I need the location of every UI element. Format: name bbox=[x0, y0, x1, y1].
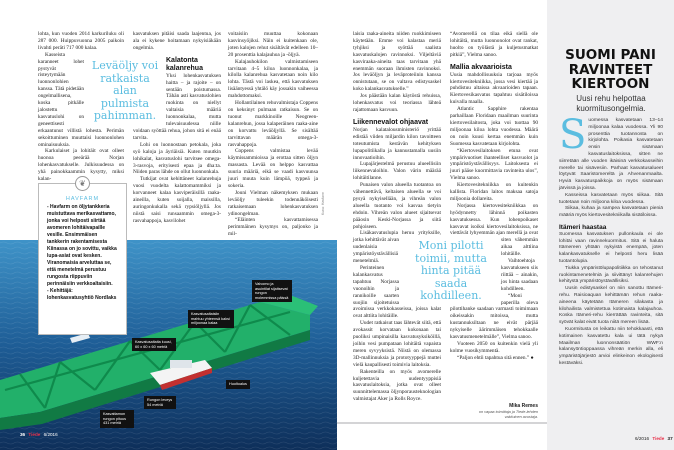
paragraph: uomessa kasvatetaan 13–14 miljoonaa kalaa vuodessa. Yli 90 prosenttia tuotannosta on kirjolohta. Poikasia kasvatetaan ensin sisämaan kasvatuslaitoksissa, sitten ne siirretään alle vuoden ikäisinä verkkokasseihin merelle tai sisävesiin. Parhaat kasvatusalueet löytyvät Saaristomereltä ja Ahvenanmaalta. Hyviä kasvatuspaikkoja on myös sisämaan järvissä ja joissa. bbox=[559, 118, 663, 191]
paragraph: Lohi on luonnostaan petokala, joka syö kaloja ja äyriäisiä. Kuten muutkin lohikalat, kasvatuslohi tarvitsee omega-3-rasvoja, erityisesti epaa ja dha:ta. Niiden paras lähde on ollut luonnonkala. bbox=[133, 141, 221, 176]
right-column-2 bbox=[450, 31, 538, 401]
right-column-1 bbox=[353, 31, 441, 401]
sidebar-title bbox=[547, 48, 674, 92]
paragraph: Punaisen valon alueella tuotantoa on vähennettävä, keltaisen alueella se voi pysyä nykyisellään, ja vihreän valon alueella tuotanto voi kasvaa tietyin ehdoin. Vihreän valon alueet sijaitsevat pääosin Keski-Norjassa ja siitä pohjoiseen. bbox=[353, 182, 441, 230]
paragraph: Karkulaiset ja lohitäit ovat olleet huonoa peeärää Norjan lohenkasvatukselle. Julkisuudessa on yhä painokkaammin kysytty, miksi kalan- bbox=[38, 148, 124, 183]
left-column-3 bbox=[228, 31, 318, 241]
paragraph: Uudet ratkaisut taas lähtevät siitä, että avokassit korvataan kokonaan tai puoliksi umpinaisilla kasvatusyksiköillä, joihin vesi pumpataan lohitäitä vapaista meren syvyyksistä. Niistä on olemassa 3D-mallinnuksia ja prototyyppejä muttei vielä kaupallisesti toimivia laitoksia. bbox=[353, 320, 441, 368]
paragraph: Norjassa kiertovesitekniikkaa on hyödynnetty lähinnä poikasten kasvatuksessa. Kun lohenpoikaset kasvavat isoiksi kiertovesilaitoksissa, ne viettävät lyhyemmän ajan merellä ja ovat siten vähemmän aikaa alttiina lohitäille. bbox=[450, 202, 538, 258]
pull-quote: Moni pilotti toimii, mutta hinta pitää saada kohdilleen. bbox=[415, 239, 487, 302]
sidebar-subtitle: Uusi rehu helpottaa kuormitusongelmia. bbox=[576, 94, 646, 113]
subheading: Mallia akvaarioista bbox=[450, 63, 512, 71]
title-line: RAVINTEET bbox=[568, 61, 653, 78]
factbox-item: - Kehittäjä: lohenkasvatusyhtiö Nordlaks bbox=[47, 288, 117, 301]
paragraph: voitaisiin muuttaa kokonaan kasvinsyöjiksi. Näin ei kuitenkaan ole, joten kalojen rehut sisältävät edelleen 10–20 prosenttia kalajauhoa ja -öljyä. bbox=[228, 31, 318, 58]
page-number: 36 bbox=[20, 432, 26, 437]
paragraph: Tiukka ympäristölupapolitiikka on tehostanut ruokintamenetelmiä ja siivittänyt kalanrehujen kehitystä ympäristöystävällisiksi. bbox=[559, 265, 663, 285]
page-folio-right bbox=[635, 436, 673, 441]
paragraph: Lisäkasvatuslupia heruu yrityksille, jotka kehittävät aivan uudenlaisia ympäristöystävällisiä menetelmiä. bbox=[353, 230, 441, 265]
paragraph: Kalajauhokilon valmistamiseen tarvitaan 4–5 kiloa luonnonkalaa, ja kilolla kalanrehua kasvatetaan noin kilo lohta. Tästä voi laskea, että kasvatuksen lisääntyessä yhtälö käy jossakin vaiheessa mahdottomaksi. bbox=[228, 58, 318, 100]
subheading: Liikennevalot ohjaavat bbox=[353, 118, 429, 126]
paragraph: “Kiertovesilaitoksen etuna ovat ympärivuotiset ihanteelliset kasvuolot ja ympäristöystävällisyys. Laitoksesta ei juuri pääse kuormittavia ravinteita ulos”, Vielma sanoo. bbox=[450, 147, 538, 182]
paragraph: Tutkijat ovat kehittäneet kalanrehuja vuosi vuodelta kalattomammiksi ja korvanneet kalaa kasviperäisillä raaka-aineilla, kuten soijalla, maissilla, auringonkukalla sekä rypsiöljyllä. Jos niistä saisi runsaammin omega-3-rasvahappoja, kasvilohet bbox=[133, 176, 221, 224]
paragraph: kasvatuksen pitäisi saada laajentua, jos ala ei kykene hoitamaan nykyisiäkään ongelmia. bbox=[133, 31, 221, 51]
paragraph: laisia raaka-aineita niiden ruokkimiseen käytetään. Emme voi kalastaa meriä tyhjiksi ja syöttää saalista kasvatuskalojen ravinnoksi. Viljeltäviä kasviraaka-aineita taas tarvitaan yhä enemmän suoraan ihmisten ravinnoksi. Jos leväöljyn ja leväproteiinin kanssa onnistutaan, se on valtava edistysaskel koko kalankasvatukselle.” bbox=[353, 31, 441, 93]
factbox-item: - Havfarm on öljytankkeria muistuttava merikasvattamo, jonka voi helposti siirtää avomeren lohitäivapaille vesille. Ensimmäisen tankkerin rakentamisesta Kiinassa on jo sovittu, vaikka lupa-asiat ovat kesken. Viranomaisia arveluttaa se, että menetelmä perustuu rungosta riippuviin perinnäisiin verkkoaltaisiin. bbox=[47, 204, 117, 287]
author-name: Mika Remes bbox=[509, 403, 538, 409]
drop-cap: S bbox=[559, 112, 587, 158]
page-number: 37 bbox=[667, 436, 673, 441]
paragraph: Vaihtoehtoja kasvatukseen siis riittää – ainakin, jos hinta saadaan kohdilleen. bbox=[501, 258, 538, 292]
paragraph: “Paljon ehtii tapahtua sitä ennen.” ● bbox=[457, 354, 534, 361]
title-line: SUOMI PANI bbox=[565, 47, 656, 63]
magazine-name: Tiede bbox=[28, 432, 41, 437]
subheading: Kalatonta kalanrehua bbox=[166, 56, 203, 72]
paragraph: Kiertovesitekniikka on kuitenkin kallista. Floridan laitos maksaa satoja miljoonia dollareita. bbox=[450, 182, 538, 202]
paragraph: Uusin edistysaskel on niin sanottu Itämeri-rehu. Raisioaquan kehittämän rehun raaka-aineena käytetään Itämeren silakasta ja kilohailista valmistettua kotimaista kalajauhoa. Koska Itämeri-rehu kierrättää ravinteita, sitä syövät kalat eivät tuota niitä mereen lisää. bbox=[559, 286, 663, 326]
sidebar-box bbox=[547, 0, 674, 450]
bottom-rule bbox=[337, 422, 547, 424]
paragraph: Suomessa kasvatuksen pullonkaula ei ole lohitäi vaan ravinnekuormitus. Sitä ei haluta Itämereen yhtään nykyistä enempää, joten kalankasvatukselle ei helposti heru lisää tuotantolupia. bbox=[559, 231, 663, 264]
paragraph: Yksi lohenkasvatuksen haitta – ja rajoite – on sentään poistumassa. Tähän asti kasvatuslohien ruokinta on niellyt valtaisia määriä luonnonkalaa, mutta tulevaisuudessa niille voidaan syöttää rehua, johon sitä ei enää tarvita. bbox=[133, 72, 221, 141]
title-line: KIERTOON bbox=[571, 76, 650, 92]
label-service-boat: Huoltoalus bbox=[226, 380, 250, 389]
paragraph: “Moni paperilla oleva pilottihanke saadaan varmasti toimimaan oikeissakin mitoissa, mutta kustannuksiltaan ne eivät pärjää nykyiselle äärimmäisen tehokkaalle kasvatusmenetelmälle”, Vielma sanoo. bbox=[450, 292, 538, 341]
paragraph: Norjan kalatalousministeriö yrittää edistää viiden miljardin kilon tavoitteen toteutumista kestävän kehityksen lupapolitiikalla ja kannustamalla uusiin innovaatioihin. bbox=[353, 126, 441, 161]
label-length: Kasvattamon rungon pituus 431 metriä bbox=[100, 410, 134, 428]
paragraph: Kasseista karanneet lohet pystyvät risteytymään luonnonlohien kanssa. Tätä pidetään ongelmallisena, koska pitkälle jalostettu kasvatuslohi on geneettisesti erkaantunut villistä lohesta. Perimän sekoittuminen muuttaisi luonnonlohen ominaisuuksia. bbox=[38, 51, 124, 148]
paragraph: Vuoteen 2050 on kuitenkin vielä yli kolme vuosikymmentä. bbox=[450, 340, 538, 354]
label-control-room: Valvomo ja asuintilat sijaitsevat rungon molemmissa päissä bbox=[252, 280, 292, 302]
label-capacity: Kasvatusaltaisiin mahtuu yhteensä kaksi miljoonaa kalaa bbox=[188, 310, 234, 328]
issue-number: 6/2016 bbox=[635, 436, 650, 441]
paragraph: Siikaa, kuhaa ja sampea kasvatetaan pieniä määriä myös kiertovesitekniikalla sisätiloissa. bbox=[559, 206, 663, 219]
paragraph: Kuormitusta on leikattu niin tehokkaasti, että kotimainen kasvatettu kala ui tätä nykyä Maailman luonnonsäätiön WWF:n kalansyöntioppaassa vihreän merkin alla, eli ympäristöjärjestö arvioi elinkeinon ekologisesti kestäväksi. bbox=[559, 326, 663, 366]
paragraph: “Avomerellä on tilaa eikä siellä ole lohitäitä, mutta luonnonolot ovat rankat, huolto on työlästä ja kuljetusmatkat pitkiä”, Vielma sanoo. bbox=[450, 31, 538, 58]
label-pools: Kasvatusaltaita kuusi, 60 x 60 x 60 metriä bbox=[132, 338, 176, 351]
pull-quote: Leväöljy voi ratkaista alan pulmista pahimman. bbox=[91, 59, 159, 122]
paragraph: Jouni Vielman näkemyksen mukaan leväöljy tuleekin todennäköisesti ratkaisemaan lohenkasvatuksen ydinongelman. bbox=[228, 189, 318, 217]
paragraph: Hollantilainen rehuvalmistaja Coppens on keksinyt pulmaan ratkaisun. Se on tuonut markkinoille Neogreen-kalanrehun, jossa kalaperäinen raaka-aine on korvattu leväöljyllä. Se sisältää tarvittavan määrän omega-3-rasvahappoja. bbox=[228, 100, 318, 148]
paragraph: Jos päästään kalan käytöstä rehuissa, lohenkasvatus voi teoriassa lähteä rajattomaan kasvuun. bbox=[353, 93, 441, 113]
paragraph: Uusia mahdollisuuksia tarjoaa myös kiertovesitekniikka, jossa vesi kiertää ja puhdistuu altaissa akvaarioiden tapaan. Kiertovesikasvatus tapahtuu sisätiloissa kuivalla maalla. bbox=[450, 71, 538, 106]
paragraph: Rakenteilla on myös avomerelle kuljetettavia uudentyyppisiä kasvatuslaitoksia, jotka ovat olleet suunnittelemassa öljynporausteknologian valmistajat Aker ja Rolls Royce. bbox=[353, 368, 441, 403]
fish-icon: ❦ bbox=[75, 176, 90, 191]
paragraph: Kasseissa kasvatetaan myös siikaa. Sitä tuotetaan noin miljoona kiloa vuodessa. bbox=[559, 192, 663, 205]
factbox-title: HAVFARM bbox=[65, 196, 100, 202]
page-folio-left bbox=[20, 432, 58, 437]
paragraph: lohta, kun vuoden 2014 karkuriluku oli 287 000. Huippuvuonna 2005 paikoin livahti peräti 717 000 kalaa. bbox=[38, 31, 124, 51]
paragraph: Coppens valmistaa levää käymissammioissa ja erottaa sitten öljyn massasta. Levää on helppo kasvattaa suuria määriä, eikä se vaadi kasvuunsa juuri muuta kuin lämpöä, typpeä ja sokeria. bbox=[228, 148, 318, 189]
issue-number: 6/2016 bbox=[43, 432, 58, 437]
havfarm-factbox bbox=[38, 179, 127, 335]
author-bio: on vapaa toimittaja ja Tiede-lehden vakituinen avustaja. bbox=[478, 410, 538, 419]
paragraph: Perinteinen kalankasvatus tapahtuu Norjassa vuonoihin ja rannikoille saarten suojiin sijoitetuissa avoimissa verkkokasseissa, joissa kalat ovat alttiita lohitäille. bbox=[353, 265, 441, 320]
paragraph: “Eläinten kasvattamisessa perimmäinen kysymys on, paljonko ja mil- bbox=[228, 217, 318, 238]
magazine-name: Tiede bbox=[652, 436, 665, 441]
label-width: Rungon leveys 54 metriä bbox=[144, 396, 176, 409]
photo-credit: Kuva: Havfarm bbox=[321, 191, 325, 215]
paragraph: Lupajärjestelmä perustuu alueellisiin liikennevaloihin. Valon värin määrää lohitäitilanne. bbox=[353, 161, 441, 182]
paragraph: Atlantic Sapphire rakentaa parhaillaan Floridaan maailman suurinta kiertovesilaitosta, joka voi tuottaa 90 miljoonaa kiloa lohta vuodessa. Määrä on noin kuusi kertaa enemmän kuin Suomessa kasvatetaan kirjolohta. bbox=[450, 106, 538, 147]
subheading: Itämeri haastaa bbox=[559, 223, 607, 231]
